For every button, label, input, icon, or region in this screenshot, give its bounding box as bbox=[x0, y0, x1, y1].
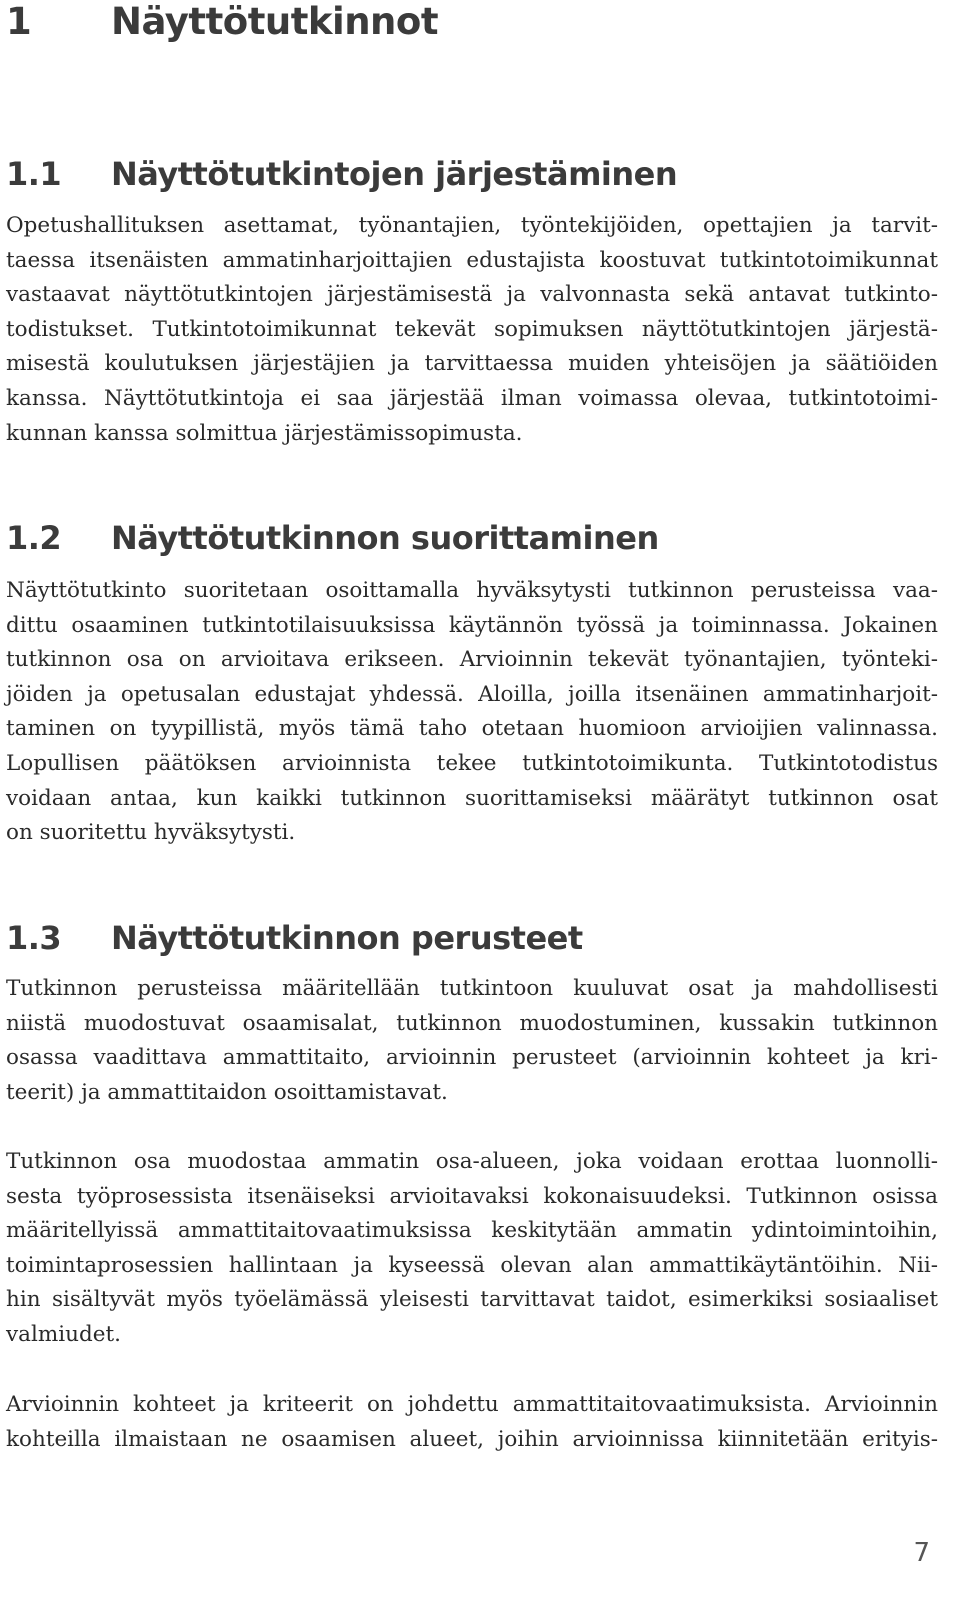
text-line: misestä koulutuksen järjestäjien ja tarvittaessa muiden yhteisöjen ja säätiöiden bbox=[6, 351, 938, 377]
section-heading-1-1 bbox=[6, 154, 677, 194]
text-line: kohteilla ilmaistaan ne osaamisen alueet, joihin arvioinnissa kiinnitetään erityis- bbox=[6, 1426, 938, 1452]
text-line: dittu osaaminen tutkintotilaisuuksissa käytännön työssä ja toiminnassa. Jokainen bbox=[6, 612, 938, 638]
paragraph-1-3-c bbox=[6, 1388, 938, 1457]
text-line: kanssa. Näyttötutkintoja ei saa järjestää ilman voimassa olevaa, tutkintotoimi- bbox=[6, 385, 938, 411]
text-line: Tutkinnon osa muodostaa ammatin osa-alueen, joka voidaan erottaa luonnolli- bbox=[6, 1149, 938, 1174]
text-line: voidaan antaa, kun kaikki tutkinnon suorittamiseksi määrätyt tutkinnon osat bbox=[6, 785, 938, 811]
text-line: Arvioinnin kohteet ja kriteerit on johdettu ammattitaitovaatimuksista. Arvioinnin bbox=[6, 1392, 938, 1417]
paragraph-1-1 bbox=[6, 209, 938, 451]
section-heading-1-2 bbox=[6, 518, 659, 558]
text-line: valmiudet. bbox=[6, 1321, 121, 1347]
text-line: Näyttötutkinto suoritetaan osoittamalla hyväksytysti tutkinnon perusteissa vaa- bbox=[6, 578, 938, 603]
section-title: Näyttötutkinnon perusteet bbox=[111, 919, 583, 957]
section-heading-1-3 bbox=[6, 918, 583, 958]
section-number: 1.3 bbox=[6, 919, 62, 957]
chapter-heading bbox=[6, 0, 438, 46]
text-line: vastaavat näyttötutkintojen järjestämisestä ja valvonnasta sekä antavat tutkinto- bbox=[6, 282, 938, 308]
text-line: on suoritettu hyväksytysti. bbox=[6, 820, 296, 846]
text-line: määritellyissä ammattitaitovaatimuksissa keskitytään ammatin ydintoimintoihin, bbox=[6, 1218, 938, 1244]
chapter-title: Näyttötutkinnot bbox=[111, 0, 438, 43]
text-line: Opetushallituksen asettamat, työnantajien, työntekijöiden, opettajien ja tarvit- bbox=[6, 213, 938, 238]
text-line: sesta työprosessista itsenäiseksi arvioitavaksi kokonaisuudeksi. Tutkinnon osissa bbox=[6, 1183, 938, 1209]
text-line: hin sisältyvät myös työelämässä yleisesti tarvittavat taidot, esimerkiksi sosiaaliset bbox=[6, 1287, 938, 1313]
text-line: tutkinnon osa on arvioitava erikseen. Arvioinnin tekevät työnantajien, työnteki- bbox=[6, 647, 938, 673]
text-line: taessa itsenäisten ammatinharjoittajien edustajista koostuvat tutkintotoimikunnat bbox=[6, 247, 938, 273]
section-title: Näyttötutkintojen järjestäminen bbox=[111, 155, 678, 193]
chapter-number: 1 bbox=[6, 0, 32, 43]
text-line: Tutkinnon perusteissa määritellään tutkintoon kuuluvat osat ja mahdollisesti bbox=[6, 976, 938, 1001]
paragraph-1-2 bbox=[6, 574, 938, 851]
text-line: osassa vaadittava ammattitaito, arvioinnin perusteet (arvioinnin kohteet ja kri- bbox=[6, 1045, 938, 1071]
text-line: jöiden ja opetusalan edustajat yhdessä. Aloilla, joilla itsenäinen ammatinharjoit- bbox=[6, 681, 938, 707]
text-line: toimintaprosessien hallintaan ja kyseessä olevan alan ammattikäytäntöihin. Nii- bbox=[6, 1252, 938, 1278]
section-number: 1.2 bbox=[6, 519, 62, 557]
text-line: niistä muodostuvat osaamisalat, tutkinnon muodostuminen, kussakin tutkinnon bbox=[6, 1010, 938, 1036]
section-title: Näyttötutkinnon suorittaminen bbox=[111, 519, 659, 557]
section-number: 1.1 bbox=[6, 155, 62, 193]
paragraph-1-3-b bbox=[6, 1145, 938, 1353]
text-line: taminen on tyypillistä, myös tämä taho otetaan huomioon arvioijien valinnassa. bbox=[6, 716, 938, 742]
page-number: 7 bbox=[913, 1538, 930, 1568]
text-line: kunnan kanssa solmittua järjestämissopimusta. bbox=[6, 420, 523, 446]
text-line: teerit) ja ammattitaidon osoittamistavat. bbox=[6, 1079, 448, 1105]
text-line: Lopullisen päätöksen arvioinnista tekee tutkintotoimikunta. Tutkintotodistus bbox=[6, 750, 938, 776]
paragraph-1-3-a bbox=[6, 972, 938, 1110]
text-line: todistukset. Tutkintotoimikunnat tekevät sopimuksen näyttötutkintojen järjestä- bbox=[6, 316, 938, 342]
